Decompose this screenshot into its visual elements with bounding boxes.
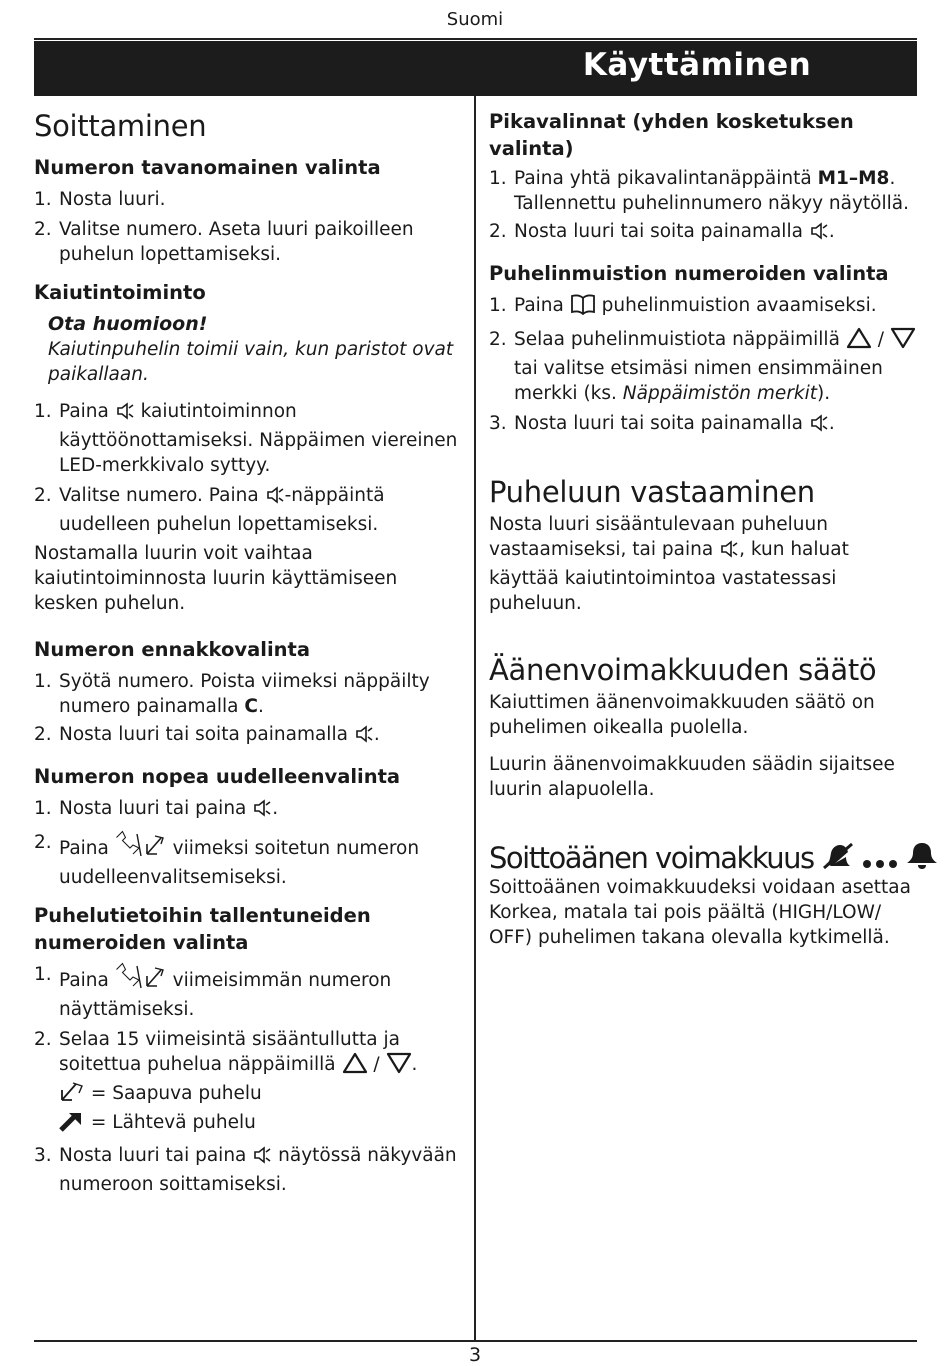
answering-paragraph: Nosta luuri sisääntulevaan puheluun vastaamiseksi, tai paina , kun haluat käyttää kaiutintoimintoa vastatessasi puheluun. — [489, 514, 849, 614]
phonebook-icon — [570, 293, 596, 322]
left-column — [34, 108, 464, 1197]
incoming-call-icon — [59, 1081, 85, 1110]
section-title-volume: Äänenvoimakkuuden säätö — [489, 653, 877, 687]
phonebook-steps — [489, 293, 919, 440]
dots-icon — [861, 852, 899, 877]
predial-steps — [34, 669, 464, 751]
heading-call-log: Puhelutietoihin tallentuneiden numeroiden valinta — [34, 904, 371, 954]
bell-icon — [905, 840, 939, 877]
speaker-icon — [809, 221, 829, 248]
speaker-icon — [252, 1145, 272, 1172]
c-key: C — [244, 696, 258, 717]
volume-paragraph-2: Luurin äänenvoimakkuuden säädin sijaitsee luurin alapuolella. — [489, 754, 895, 800]
incoming-legend: = Saapuva puhelu — [59, 1081, 464, 1110]
list-item: 1. Paina kaiutintoiminnon käyttöönottamiseksi. Näppäimen viereinen LED-merkkivalo syttyy. — [34, 401, 458, 476]
list-item: 3. Nosta luuri tai paina näytössä näkyvään numeroon soittamiseksi. — [34, 1145, 457, 1195]
list-item: 2. Valitse numero. Paina -näppäintä uudelleen puhelun lopettamiseksi. — [34, 485, 385, 535]
list-item: 1. Paina viimeisimmän numeron näyttämiseksi. — [34, 964, 392, 1020]
ringer-paragraph: Soittoäänen voimakkuudeksi voidaan asettaa Korkea, matala tai pois päältä (HIGH/LOW/ OFF) puhelimen takana olevalla kytkimellä. — [489, 877, 911, 948]
speed-dial-steps — [489, 166, 919, 248]
outgoing-legend: = Lähtevä puhelu — [59, 1110, 464, 1139]
speaker-icon — [719, 539, 739, 566]
ringer-heading-row — [489, 840, 919, 877]
speaker-icon — [354, 724, 374, 751]
redial-steps — [34, 796, 464, 890]
note-box — [34, 312, 464, 387]
list-item: 1. Nosta luuri. — [34, 189, 166, 210]
section-title-ringer: Soittoäänen voimakkuus — [489, 841, 814, 875]
list-item: 1. Nosta luuri tai paina . — [34, 796, 464, 825]
note-title: Ota huomioon! — [48, 313, 208, 335]
list-item: 1. Syötä numero. Poista viimeksi näppäilty numero painamalla C. — [34, 671, 430, 717]
memory-keys: M1–M8 — [817, 168, 890, 189]
heading-predial: Numeron ennakkovalinta — [34, 638, 310, 661]
heading-phonebook: Puhelinmuistion numeroiden valinta — [489, 262, 889, 285]
right-column — [489, 108, 919, 950]
speaker-paragraph: Nostamalla luurin voit vaihtaa kaiutintoiminnosta luurin käyttämiseen kesken puhelun. — [34, 543, 398, 614]
list-item: 3. Nosta luuri tai soita painamalla . — [489, 411, 919, 440]
list-item: 2. Paina viimeksi soitetun numeron uudelleenvalitsemiseksi. — [34, 832, 420, 888]
up-arrow-icon — [342, 1052, 368, 1081]
top-rule — [34, 38, 917, 40]
speaker-icon — [115, 401, 135, 428]
normal-dialing-steps — [34, 187, 464, 267]
list-item: 1. Paina puhelinmuistion avaamiseksi. — [489, 293, 919, 322]
speaker-icon — [252, 798, 272, 825]
list-item: 2. Selaa puhelinmuistiota näppäimillä / tai valitse etsimäsi nimen ensimmäinen merkki (ks. Näppäimistön merkit). — [489, 327, 919, 406]
outgoing-call-icon — [59, 1110, 85, 1139]
list-item: 2. Valitse numero. Aseta luuri paikoilleen puhelun lopettamiseksi. — [34, 219, 414, 265]
section-title-calling: Soittaminen — [34, 109, 207, 143]
list-item: 2. Nosta luuri tai soita painamalla . — [34, 722, 464, 751]
column-divider — [474, 96, 476, 1340]
bell-off-icon — [820, 840, 856, 877]
call-log-icon — [115, 962, 167, 997]
heading-speaker: Kaiutintoiminto — [34, 281, 206, 304]
down-arrow-icon — [890, 327, 916, 356]
language-label: Suomi — [446, 9, 504, 30]
section-title-answering: Puheluun vastaaminen — [489, 475, 815, 509]
banner-title: Käyttäminen — [582, 47, 812, 83]
list-item: 2. Nosta luuri tai soita painamalla . — [489, 219, 919, 248]
keypad-reference: Näppäimistön merkit — [622, 383, 818, 404]
speaker-icon — [265, 485, 285, 512]
speaker-icon — [809, 413, 829, 440]
heading-speed-dial: Pikavalinnat (yhden kosketuksen valinta) — [489, 110, 854, 160]
volume-paragraph-1: Kaiuttimen äänenvoimakkuuden säätö on puhelimen oikealla puolella. — [489, 692, 875, 738]
call-log-steps — [34, 962, 464, 1197]
speaker-steps — [34, 399, 464, 537]
note-text: Kaiutinpuhelin toimii vain, kun paristot ovat paikallaan. — [48, 339, 454, 385]
down-arrow-icon — [386, 1052, 412, 1081]
heading-redial: Numeron nopea uudelleenvalinta — [34, 765, 401, 788]
bottom-rule — [34, 1340, 917, 1342]
list-item: 1. Paina yhtä pikavalintanäppäintä M1–M8. Tallennettu puhelinnumero näkyy näytöllä. — [489, 168, 909, 214]
list-item: 2. Selaa 15 viimeisintä sisääntullutta ja soitettua puhelua näppäimillä / . = Saapuva puhelu = Lähtevä puhelu — [34, 1027, 464, 1139]
heading-normal-dialing: Numeron tavanomainen valinta — [34, 156, 381, 179]
section-banner — [34, 41, 917, 96]
page-number: 3 — [468, 1344, 482, 1366]
up-arrow-icon — [846, 327, 872, 356]
call-log-icon — [115, 830, 167, 865]
